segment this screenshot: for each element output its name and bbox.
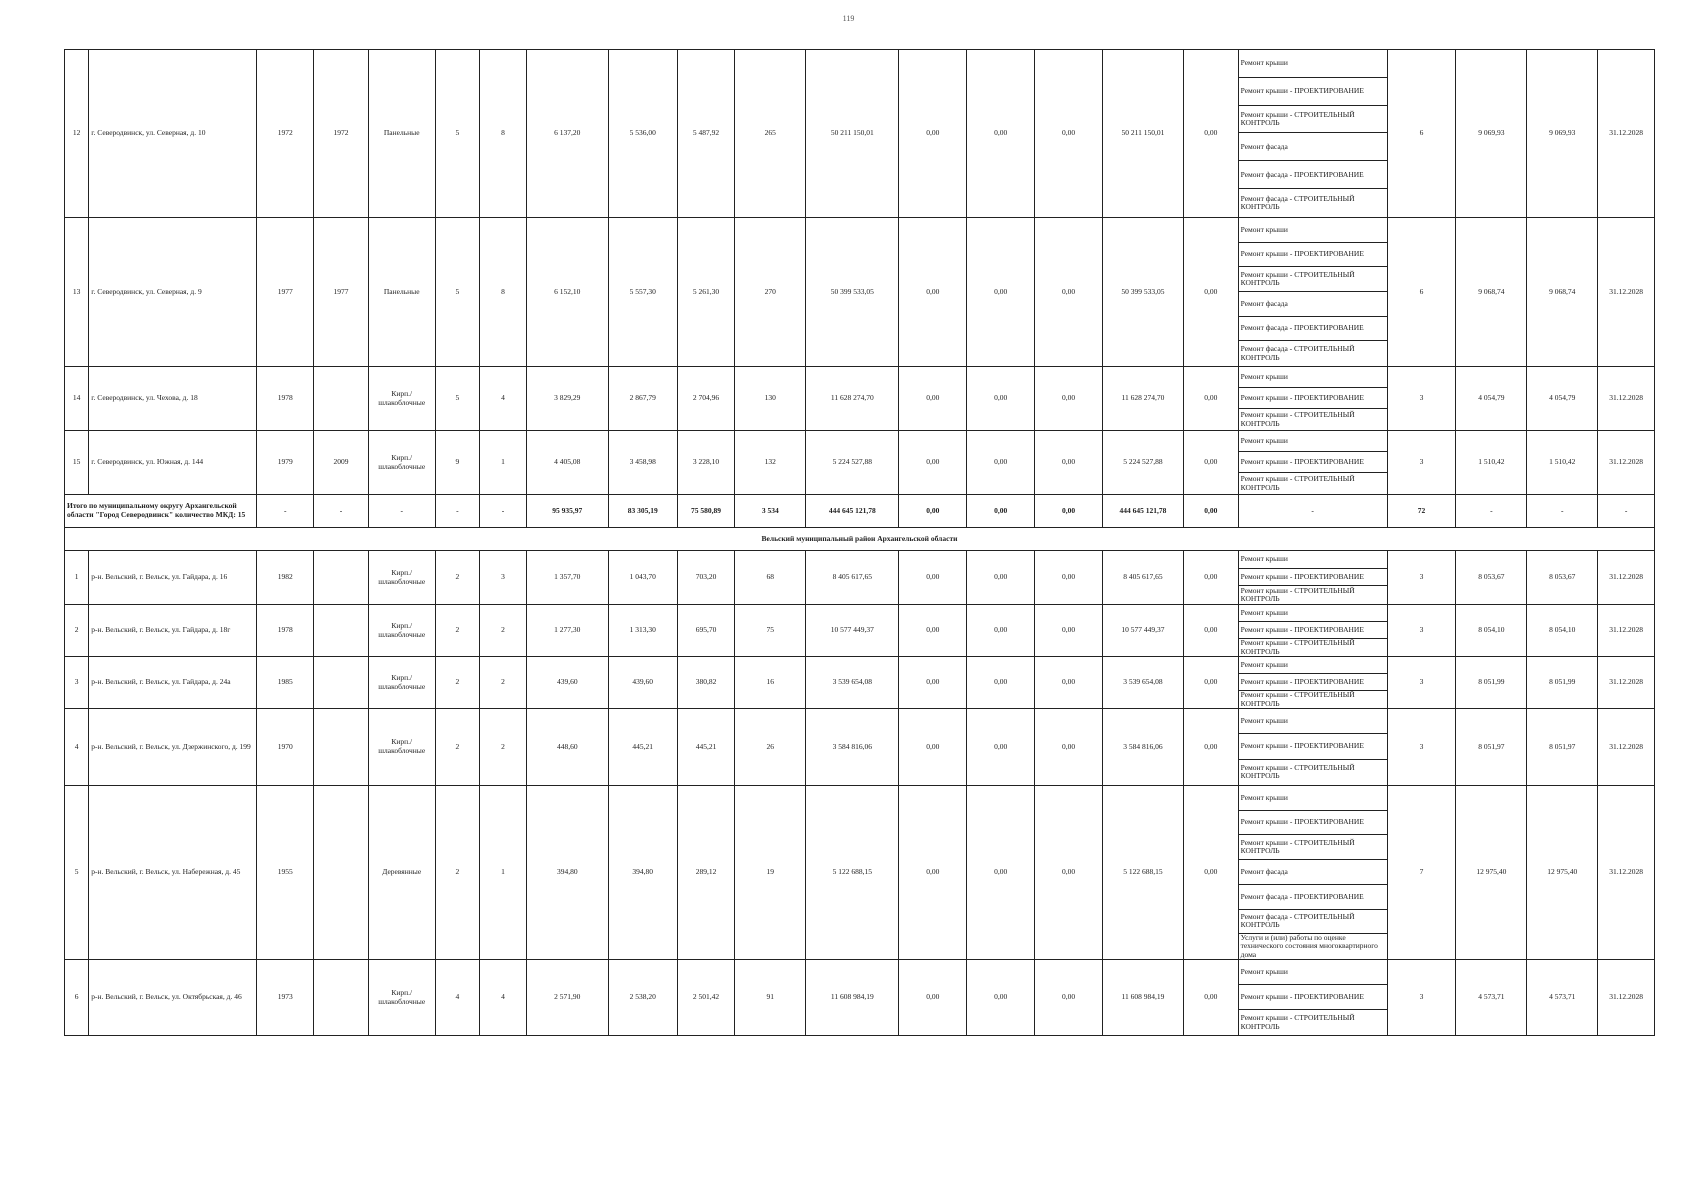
- row-number: 5: [65, 786, 89, 960]
- works-list: [1238, 50, 1387, 218]
- unit-cost: 8 053,67: [1456, 551, 1527, 605]
- works-list: [1238, 218, 1387, 367]
- area-premises: 445,21: [608, 709, 677, 786]
- area-premises: 394,80: [608, 786, 677, 960]
- work-item: Ремонт крыши - СТРОИТЕЛЬНЫЙ КОНТРОЛЬ: [1239, 835, 1387, 860]
- cost-budget: 0,00: [967, 218, 1035, 367]
- work-item: Ремонт крыши - ПРОЕКТИРОВАНИЕ: [1239, 985, 1387, 1010]
- address: р-н. Вельский, г. Вельск, ул. Набережная, д. 45: [89, 786, 257, 960]
- floors: 5: [435, 367, 480, 431]
- cost-other: 0,00: [1183, 786, 1238, 960]
- max-unit-cost: 9 068,74: [1527, 218, 1598, 367]
- entrances: 2: [480, 657, 527, 709]
- wall-material: Кирп./ шлакоблочные: [368, 657, 435, 709]
- work-item: Ремонт фасада - СТРОИТЕЛЬНЫЙ КОНТРОЛЬ: [1240, 344, 1355, 362]
- address: р-н. Вельский, г. Вельск, ул. Гайдара, д. 16: [89, 551, 257, 605]
- cost-fund: 0,00: [899, 657, 967, 709]
- work-item: Ремонт фасада: [1239, 860, 1387, 885]
- table-row: [65, 605, 1655, 657]
- year-built: 1978: [257, 605, 314, 657]
- completion-date: 31.12.2028: [1598, 431, 1655, 495]
- cost-budget: 0,00: [967, 605, 1035, 657]
- year-renovated: [314, 960, 369, 1036]
- cost-budget: 0,00: [967, 50, 1035, 218]
- cost-fund: 0,00: [899, 50, 967, 218]
- work-item: Ремонт крыши: [1239, 605, 1387, 622]
- cost-owners: 8 405 617,65: [1102, 551, 1183, 605]
- year-built: 1985: [257, 657, 314, 709]
- cost-local: 0,00: [1035, 431, 1103, 495]
- completion-date: 31.12.2028: [1598, 50, 1655, 218]
- year-renovated: [314, 786, 369, 960]
- cost-other: 0,00: [1183, 431, 1238, 495]
- section-title: Вельский муниципальный район Архангельской области: [65, 528, 1655, 551]
- work-item: Ремонт крыши - СТРОИТЕЛЬНЫЙ КОНТРОЛЬ: [1239, 267, 1387, 292]
- floors: 2: [435, 657, 480, 709]
- table-row: [65, 218, 1655, 367]
- cost-budget: 0,00: [967, 657, 1035, 709]
- work-item: Ремонт крыши - СТРОИТЕЛЬНЫЙ КОНТРОЛЬ: [1240, 690, 1355, 708]
- entrances: 3: [480, 551, 527, 605]
- row-number: 12: [65, 50, 89, 218]
- total-cost: 3 539 654,08: [806, 657, 899, 709]
- completion-date: 31.12.2028: [1598, 551, 1655, 605]
- table-row: [65, 50, 1655, 218]
- table-row: [65, 431, 1655, 495]
- max-unit-cost: 4 573,71: [1527, 960, 1598, 1036]
- total-cost: 444 645 121,78: [806, 495, 899, 528]
- year-built: 1982: [257, 551, 314, 605]
- cost-local: 0,00: [1035, 605, 1103, 657]
- wall-material: Кирп./ шлакоблочные: [368, 431, 435, 495]
- completion-date: 31.12.2028: [1598, 657, 1655, 709]
- work-item: Ремонт крыши: [1239, 50, 1387, 78]
- work-item: Ремонт фасада: [1239, 292, 1387, 317]
- work-item: Ремонт крыши: [1239, 709, 1387, 734]
- total-area: 439,60: [526, 657, 608, 709]
- unit-cost: 4 573,71: [1456, 960, 1527, 1036]
- total-cost: 10 577 449,37: [806, 605, 899, 657]
- entrances: 1: [480, 431, 527, 495]
- table-row: [65, 551, 1655, 605]
- cost-owners: 50 211 150,01: [1102, 50, 1183, 218]
- completion-date: 31.12.2028: [1598, 367, 1655, 431]
- total-cost-owners: 444 645 121,78: [1102, 495, 1183, 528]
- cost-other: 0,00: [1183, 367, 1238, 431]
- works-list: [1238, 960, 1387, 1036]
- unit-cost: 12 975,40: [1456, 786, 1527, 960]
- total-cost: 50 211 150,01: [806, 50, 899, 218]
- area-premises: 5 557,30: [608, 218, 677, 367]
- cost-owners: 5 122 688,15: [1102, 786, 1183, 960]
- work-item: Ремонт фасада - ПРОЕКТИРОВАНИЕ: [1239, 161, 1387, 189]
- work-item: Ремонт крыши: [1239, 551, 1387, 569]
- area-residential: 445,21: [677, 709, 735, 786]
- total-area: 394,80: [526, 786, 608, 960]
- unit-cost: 9 069,93: [1456, 50, 1527, 218]
- address: г. Северодвинск, ул. Северная, д. 9: [89, 218, 257, 367]
- wall-material: Кирп./ шлакоблочные: [368, 367, 435, 431]
- cost-local: 0,00: [1035, 657, 1103, 709]
- works-list: [1238, 709, 1387, 786]
- total-population: 3 534: [735, 495, 806, 528]
- max-unit-cost: 4 054,79: [1527, 367, 1598, 431]
- work-item: Ремонт крыши - СТРОИТЕЛЬНЫЙ КОНТРОЛЬ: [1240, 1013, 1355, 1031]
- total-area: 4 405,08: [526, 431, 608, 495]
- residents: 132: [735, 431, 806, 495]
- works-count: 6: [1387, 218, 1456, 367]
- cost-fund: 0,00: [899, 551, 967, 605]
- works-count: 3: [1387, 709, 1456, 786]
- work-item: Ремонт крыши: [1239, 367, 1387, 388]
- work-item: Ремонт крыши - ПРОЕКТИРОВАНИЕ: [1239, 811, 1387, 836]
- table-row: [65, 960, 1655, 1036]
- area-residential: 5 261,30: [677, 218, 735, 367]
- area-premises: 439,60: [608, 657, 677, 709]
- row-number: 1: [65, 551, 89, 605]
- floors: 5: [435, 218, 480, 367]
- cost-budget: 0,00: [967, 551, 1035, 605]
- address: р-н. Вельский, г. Вельск, ул. Гайдара, д. 18г: [89, 605, 257, 657]
- cost-budget: 0,00: [967, 431, 1035, 495]
- address: р-н. Вельский, г. Вельск, ул. Гайдара, д. 24а: [89, 657, 257, 709]
- cost-local: 0,00: [1035, 367, 1103, 431]
- table-row: [65, 709, 1655, 786]
- max-unit-cost: 8 053,67: [1527, 551, 1598, 605]
- address: г. Северодвинск, ул. Южная, д. 144: [89, 431, 257, 495]
- works-list: [1238, 431, 1387, 495]
- cost-local: 0,00: [1035, 786, 1103, 960]
- year-renovated: [314, 657, 369, 709]
- row-number: 15: [65, 431, 89, 495]
- wall-material: Кирп./ шлакоблочные: [368, 605, 435, 657]
- floors: 4: [435, 960, 480, 1036]
- works-list: [1238, 605, 1387, 657]
- cost-local: 0,00: [1035, 218, 1103, 367]
- area-premises: 3 458,98: [608, 431, 677, 495]
- area-residential: 5 487,92: [677, 50, 735, 218]
- total-area: 448,60: [526, 709, 608, 786]
- work-item: Ремонт крыши - ПРОЕКТИРОВАНИЕ: [1239, 569, 1387, 587]
- row-number: 2: [65, 605, 89, 657]
- address: г. Северодвинск, ул. Чехова, д. 18: [89, 367, 257, 431]
- total-cost: 5 122 688,15: [806, 786, 899, 960]
- work-item: Услуги и (или) работы по оценке технического состояния многоквартирного дома: [1240, 933, 1378, 959]
- residents: 91: [735, 960, 806, 1036]
- area-residential: 703,20: [677, 551, 735, 605]
- work-item: Ремонт фасада - СТРОИТЕЛЬНЫЙ КОНТРОЛЬ: [1239, 910, 1387, 935]
- max-unit-cost: 8 051,99: [1527, 657, 1598, 709]
- floors: 2: [435, 709, 480, 786]
- max-unit-cost: 8 051,97: [1527, 709, 1598, 786]
- max-unit-cost: 12 975,40: [1527, 786, 1598, 960]
- year-built: 1977: [257, 218, 314, 367]
- total-cost: 5 224 527,88: [806, 431, 899, 495]
- wall-material: Кирп./ шлакоблочные: [368, 551, 435, 605]
- cost-other: 0,00: [1183, 50, 1238, 218]
- unit-cost: 4 054,79: [1456, 367, 1527, 431]
- year-built: 1979: [257, 431, 314, 495]
- total-cost: 11 628 274,70: [806, 367, 899, 431]
- cost-local: 0,00: [1035, 551, 1103, 605]
- entrances: 1: [480, 786, 527, 960]
- total-area: 1 357,70: [526, 551, 608, 605]
- area-premises: 2 867,79: [608, 367, 677, 431]
- table-row: [65, 657, 1655, 709]
- total-area: 1 277,30: [526, 605, 608, 657]
- works-count: 6: [1387, 50, 1456, 218]
- work-item: Ремонт крыши - ПРОЕКТИРОВАНИЕ: [1239, 452, 1387, 473]
- repair-register-table: [64, 49, 1655, 1036]
- cost-owners: 11 608 984,19: [1102, 960, 1183, 1036]
- total-works-count: 72: [1387, 495, 1456, 528]
- row-number: 4: [65, 709, 89, 786]
- works-list: [1238, 367, 1387, 431]
- entrances: 2: [480, 709, 527, 786]
- row-number: 13: [65, 218, 89, 367]
- residents: 68: [735, 551, 806, 605]
- unit-cost: 8 051,99: [1456, 657, 1527, 709]
- total-row: Итого по муниципальному округу Архангельской области "Город Северодвинск" количество МКД: 15 - - - - - 95 935,97 83 305,19 75 580,89 3 534 444 645 121,78 0,00 0,00 0,00 444 645 121,78 0,00 - 72 - - -: [65, 495, 1655, 528]
- completion-date: 31.12.2028: [1598, 605, 1655, 657]
- floors: 9: [435, 431, 480, 495]
- cost-budget: 0,00: [967, 786, 1035, 960]
- year-renovated: [314, 551, 369, 605]
- total-area: 6 137,20: [526, 50, 608, 218]
- work-item: Ремонт крыши - ПРОЕКТИРОВАНИЕ: [1239, 734, 1387, 759]
- total-area: 3 829,29: [526, 367, 608, 431]
- residents: 26: [735, 709, 806, 786]
- table-row: [65, 367, 1655, 431]
- total-area: 2 571,90: [526, 960, 608, 1036]
- work-item: Ремонт крыши - ПРОЕКТИРОВАНИЕ: [1239, 388, 1387, 409]
- address: р-н. Вельский, г. Вельск, ул. Октябрьская, д. 46: [89, 960, 257, 1036]
- work-item: Ремонт фасада: [1239, 133, 1387, 161]
- total-area: 95 935,97: [526, 495, 608, 528]
- cost-fund: 0,00: [899, 605, 967, 657]
- work-item: Ремонт крыши - СТРОИТЕЛЬНЫЙ КОНТРОЛЬ: [1239, 106, 1387, 134]
- wall-material: Панельные: [368, 218, 435, 367]
- year-renovated: 2009: [314, 431, 369, 495]
- cost-fund: 0,00: [899, 431, 967, 495]
- cost-other: 0,00: [1183, 709, 1238, 786]
- total-cost: 50 399 533,05: [806, 218, 899, 367]
- works-count: 3: [1387, 431, 1456, 495]
- total-cost: 11 608 984,19: [806, 960, 899, 1036]
- work-item: Ремонт крыши: [1239, 786, 1387, 811]
- cost-other: 0,00: [1183, 218, 1238, 367]
- area-residential: 2 704,96: [677, 367, 735, 431]
- area-residential: 695,70: [677, 605, 735, 657]
- floors: 2: [435, 786, 480, 960]
- completion-date: 31.12.2028: [1598, 786, 1655, 960]
- cost-owners: 10 577 449,37: [1102, 605, 1183, 657]
- work-item: Ремонт фасада - ПРОЕКТИРОВАНИЕ: [1239, 317, 1387, 342]
- entrances: 8: [480, 50, 527, 218]
- year-built: 1955: [257, 786, 314, 960]
- cost-other: 0,00: [1183, 657, 1238, 709]
- work-item: Ремонт крыши - ПРОЕКТИРОВАНИЕ: [1239, 622, 1387, 639]
- work-item: Ремонт крыши: [1239, 657, 1387, 674]
- works-count: 3: [1387, 605, 1456, 657]
- row-number: 6: [65, 960, 89, 1036]
- total-area-residential: 75 580,89: [677, 495, 735, 528]
- residents: 19: [735, 786, 806, 960]
- works-count: 3: [1387, 367, 1456, 431]
- cost-fund: 0,00: [899, 960, 967, 1036]
- work-item: Ремонт крыши - СТРОИТЕЛЬНЫЙ КОНТРОЛЬ: [1240, 638, 1355, 656]
- year-renovated: 1977: [314, 218, 369, 367]
- cost-owners: 3 584 816,06: [1102, 709, 1183, 786]
- works-list: [1238, 786, 1387, 960]
- work-item: Ремонт крыши - СТРОИТЕЛЬНЫЙ КОНТРОЛЬ: [1240, 474, 1355, 492]
- cost-other: 0,00: [1183, 551, 1238, 605]
- cost-fund: 0,00: [899, 367, 967, 431]
- address: р-н. Вельский, г. Вельск, ул. Дзержинского, д. 199: [89, 709, 257, 786]
- cost-budget: 0,00: [967, 960, 1035, 1036]
- year-built: 1970: [257, 709, 314, 786]
- work-item: Ремонт крыши: [1239, 218, 1387, 243]
- unit-cost: 9 068,74: [1456, 218, 1527, 367]
- entrances: 8: [480, 218, 527, 367]
- residents: 270: [735, 218, 806, 367]
- max-unit-cost: 8 054,10: [1527, 605, 1598, 657]
- area-premises: 5 536,00: [608, 50, 677, 218]
- cost-fund: 0,00: [899, 786, 967, 960]
- cost-other: 0,00: [1183, 960, 1238, 1036]
- address: г. Северодвинск, ул. Северная, д. 10: [89, 50, 257, 218]
- cost-owners: 11 628 274,70: [1102, 367, 1183, 431]
- area-premises: 1 313,30: [608, 605, 677, 657]
- year-renovated: [314, 709, 369, 786]
- max-unit-cost: 9 069,93: [1527, 50, 1598, 218]
- entrances: 4: [480, 367, 527, 431]
- area-premises: 1 043,70: [608, 551, 677, 605]
- wall-material: Кирп./ шлакоблочные: [368, 709, 435, 786]
- work-item: Ремонт крыши - СТРОИТЕЛЬНЫЙ КОНТРОЛЬ: [1240, 763, 1355, 781]
- completion-date: 31.12.2028: [1598, 960, 1655, 1036]
- area-premises: 2 538,20: [608, 960, 677, 1036]
- page-number: 119: [842, 14, 855, 23]
- work-item: Ремонт крыши - ПРОЕКТИРОВАНИЕ: [1239, 243, 1387, 268]
- total-cost: 3 584 816,06: [806, 709, 899, 786]
- year-built: 1973: [257, 960, 314, 1036]
- row-number: 3: [65, 657, 89, 709]
- table-row: [65, 786, 1655, 960]
- wall-material: Панельные: [368, 50, 435, 218]
- total-area: 6 152,10: [526, 218, 608, 367]
- wall-material: Кирп./ шлакоблочные: [368, 960, 435, 1036]
- work-item: Ремонт крыши - СТРОИТЕЛЬНЫЙ КОНТРОЛЬ: [1240, 585, 1355, 604]
- works-list: [1238, 551, 1387, 605]
- row-number: 14: [65, 367, 89, 431]
- entrances: 2: [480, 605, 527, 657]
- cost-local: 0,00: [1035, 709, 1103, 786]
- area-residential: 2 501,42: [677, 960, 735, 1036]
- work-item: Ремонт крыши - ПРОЕКТИРОВАНИЕ: [1239, 78, 1387, 106]
- floors: 2: [435, 551, 480, 605]
- work-item: Ремонт крыши: [1239, 960, 1387, 985]
- year-renovated: 1972: [314, 50, 369, 218]
- work-item: Ремонт крыши - ПРОЕКТИРОВАНИЕ: [1239, 674, 1387, 691]
- floors: 2: [435, 605, 480, 657]
- cost-local: 0,00: [1035, 960, 1103, 1036]
- year-built: 1978: [257, 367, 314, 431]
- unit-cost: 8 054,10: [1456, 605, 1527, 657]
- cost-local: 0,00: [1035, 50, 1103, 218]
- section-header-row: [65, 528, 1655, 551]
- work-item: Ремонт крыши: [1239, 431, 1387, 452]
- max-unit-cost: 1 510,42: [1527, 431, 1598, 495]
- entrances: 4: [480, 960, 527, 1036]
- completion-date: 31.12.2028: [1598, 218, 1655, 367]
- area-residential: 380,82: [677, 657, 735, 709]
- residents: 130: [735, 367, 806, 431]
- total-label: Итого по муниципальному округу Архангельской области "Город Северодвинск" количество МКД: 15: [65, 495, 257, 528]
- unit-cost: 1 510,42: [1456, 431, 1527, 495]
- works-count: 7: [1387, 786, 1456, 960]
- work-item: Ремонт фасада - СТРОИТЕЛЬНЫЙ КОНТРОЛЬ: [1240, 193, 1355, 212]
- cost-other: 0,00: [1183, 605, 1238, 657]
- cost-owners: 5 224 527,88: [1102, 431, 1183, 495]
- year-renovated: [314, 605, 369, 657]
- works-count: 3: [1387, 551, 1456, 605]
- work-item: Ремонт крыши - СТРОИТЕЛЬНЫЙ КОНТРОЛЬ: [1240, 410, 1355, 428]
- residents: 265: [735, 50, 806, 218]
- residents: 75: [735, 605, 806, 657]
- works-count: 3: [1387, 657, 1456, 709]
- work-item: Ремонт фасада - ПРОЕКТИРОВАНИЕ: [1239, 885, 1387, 910]
- residents: 16: [735, 657, 806, 709]
- unit-cost: 8 051,97: [1456, 709, 1527, 786]
- completion-date: 31.12.2028: [1598, 709, 1655, 786]
- year-renovated: [314, 367, 369, 431]
- cost-fund: 0,00: [899, 218, 967, 367]
- area-residential: 3 228,10: [677, 431, 735, 495]
- floors: 5: [435, 50, 480, 218]
- cost-owners: 50 399 533,05: [1102, 218, 1183, 367]
- cost-owners: 3 539 654,08: [1102, 657, 1183, 709]
- total-area-premises: 83 305,19: [608, 495, 677, 528]
- works-list: [1238, 657, 1387, 709]
- area-residential: 289,12: [677, 786, 735, 960]
- works-count: 3: [1387, 960, 1456, 1036]
- total-cost: 8 405 617,65: [806, 551, 899, 605]
- wall-material: Деревянные: [368, 786, 435, 960]
- cost-budget: 0,00: [967, 367, 1035, 431]
- cost-budget: 0,00: [967, 709, 1035, 786]
- year-built: 1972: [257, 50, 314, 218]
- cost-fund: 0,00: [899, 709, 967, 786]
